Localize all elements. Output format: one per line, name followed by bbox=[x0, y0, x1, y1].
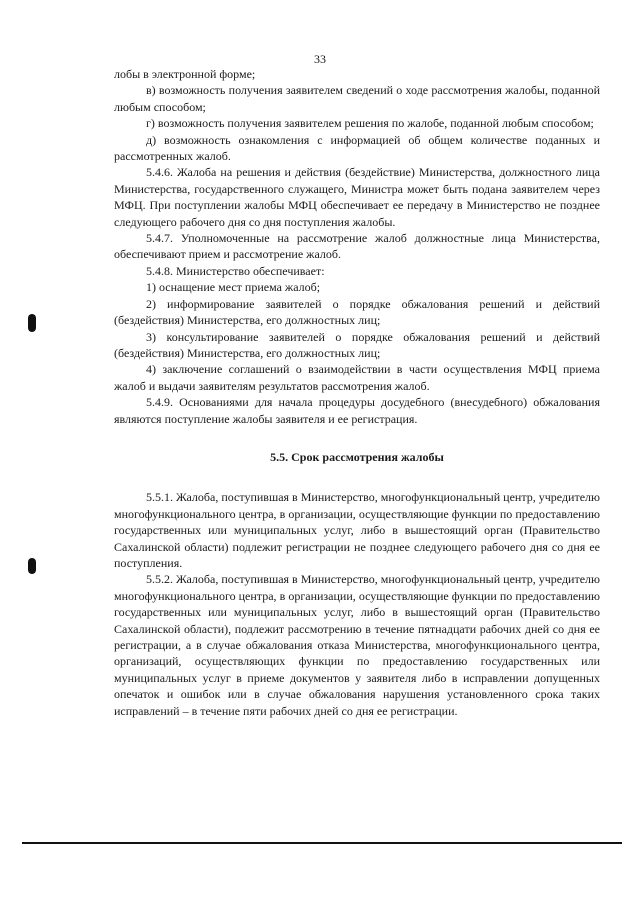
paragraph: 4) заключение соглашений о взаимодействии в части осуществления МФЦ приема жалоб и выдачи заявителям результатов рассмотрения жалоб. bbox=[114, 362, 600, 393]
paragraph: 5.4.8. Министерство обеспечивает: bbox=[146, 263, 325, 278]
section-title: 5.5. Срок рассмотрения жалобы bbox=[270, 449, 444, 464]
paragraph: д) возможность ознакомления с информацией об общем количестве поданных и рассмотренных жалоб. bbox=[114, 132, 600, 164]
paragraph: 3) консультирование заявителей о порядке обжалования решений и действий (бездействия) Министерства, его должностных лиц; bbox=[114, 329, 600, 360]
paragraph: 5.5.1. Жалоба, поступившая в Министерство, многофункциональный центр, учредителю многофункционального центра, в организации, осуществляющие функции по предоставлению государственных или муниципальных услуг, либо в вышестоящий орган (Правительство Сахалинской области) подлежит регистрации не позднее следующего рабочего дня со дня ее поступления. bbox=[114, 490, 600, 570]
paragraph: г) возможность получения заявителем решения по жалобе, поданной любым способом; bbox=[146, 116, 594, 131]
paragraph: 5.4.9. Основаниями для начала процедуры досудебного (внесудебного) обжалования являются поступление жалобы заявителя и ее регистрация. bbox=[114, 395, 600, 426]
paragraph: 5.5.2. Жалоба, поступившая в Министерство, многофункциональный центр, учредителю многофункционального центра, в организации, осуществляющие функции по предоставлению государственных или муниципальных услуг, либо в вышестоящий орган (Правительство Сахалинской области), подлежит рассмотрению в течение пятнадцати рабочих дней со дня ее регистрации, а в случае обжалования отказа Министерства, многофункционального центра, организаций, осуществляющих функции по предоставлению государственных или муниципальных услуг в приеме документов у заявителя либо в исправлении допущенных опечаток и ошибок или в случае обжалования нарушения установленного срока таких исправлений – в течение пяти рабочих дней со дня ее регистрации. bbox=[114, 572, 600, 718]
paragraph: в) возможность получения заявителем сведений о ходе рассмотрения жалобы, поданной любым способом; bbox=[114, 83, 600, 114]
paragraph: 1) оснащение мест приема жалоб; bbox=[146, 280, 321, 295]
punch-hole-mark-top bbox=[28, 314, 36, 332]
punch-hole-mark-bottom bbox=[28, 558, 36, 574]
page-number: 33 bbox=[314, 52, 326, 66]
scan-bottom-edge-line bbox=[22, 842, 622, 844]
paragraph: 2) информирование заявителей о порядке обжалования решений и действий (бездействия) Министерства, его должностных лиц; bbox=[114, 296, 600, 328]
paragraph: 5.4.6. Жалоба на решения и действия (бездействие) Министерства, должностного лица Министерства, государственного служащего, Министра может быть подана заявителем через МФЦ. При поступлении жалобы МФЦ обеспечивает ее передачу в Министерство не позднее следующего рабочего дня со дня поступления жалобы. bbox=[114, 165, 600, 229]
document-body bbox=[114, 66, 600, 719]
paragraph: лобы в электронной форме; bbox=[114, 67, 256, 81]
paragraph: 5.4.7. Уполномоченные на рассмотрение жалоб должностные лица Министерства, обеспечивают прием и рассмотрение жалоб. bbox=[114, 231, 600, 262]
